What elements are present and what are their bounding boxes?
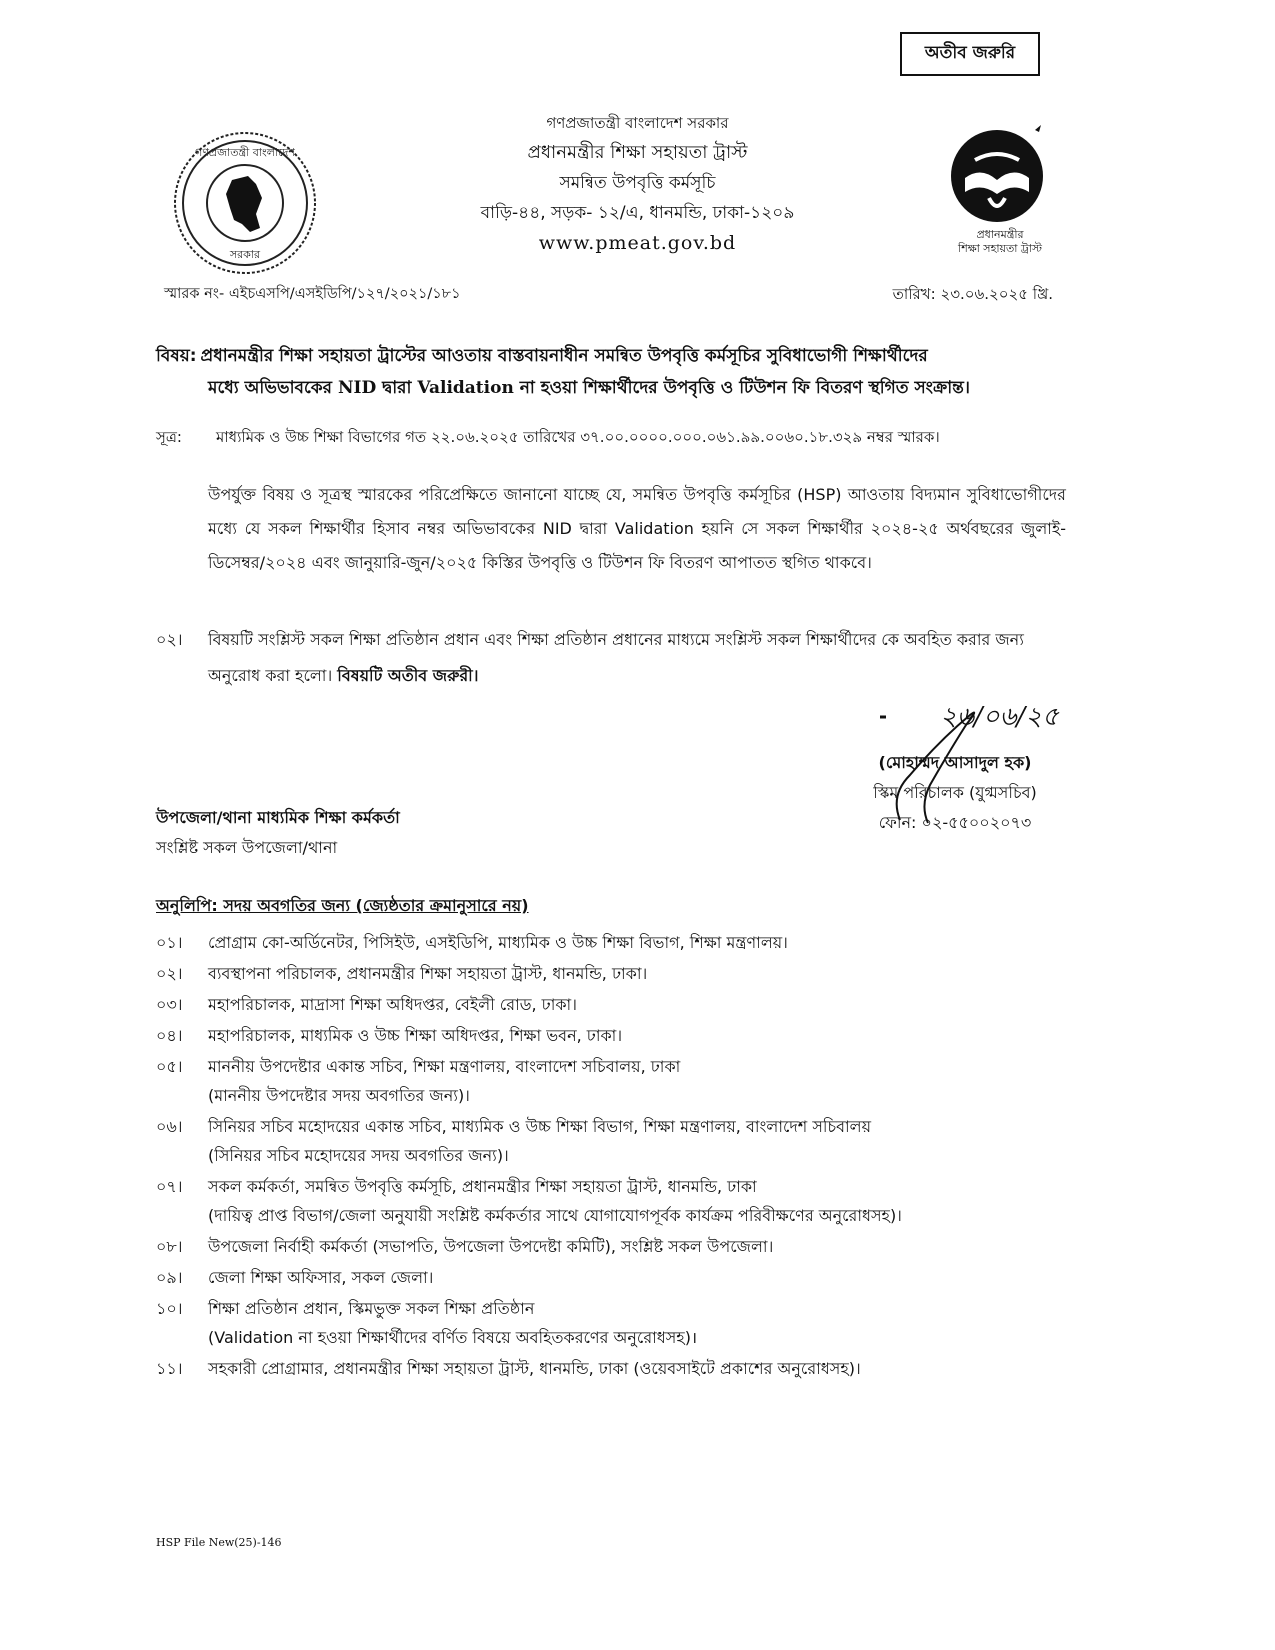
subject-nid: NID — [337, 378, 377, 398]
list-item-text: শিক্ষা প্রতিষ্ঠান প্রধান, স্কিমভুক্ত সকল শিক্ষা প্রতিষ্ঠান — [208, 1299, 535, 1318]
list-item-body — [208, 1354, 1076, 1383]
point-number: ০২। — [156, 630, 183, 649]
list-item-text: উপজেলা নির্বাহী কর্মকর্তা (সভাপতি, উপজেলা উপদেষ্টা কমিটি), সংশ্লিষ্ট সকল উপজেলা। — [208, 1237, 774, 1256]
subject-block — [156, 340, 1066, 404]
list-item-text: মহাপরিচালক, মাদ্রাসা শিক্ষা অধিদপ্তর, বেইলী রোড, ঢাকা। — [208, 995, 577, 1014]
list-item-text: সকল কর্মকর্তা, সমন্বিত উপবৃত্তি কর্মসূচি, প্রধানমন্ত্রীর শিক্ষা সহায়তা ট্রাস্ট, ধানমন্ডি, ঢাকা — [208, 1177, 757, 1196]
list-item-number: ০৯। — [156, 1268, 183, 1287]
list-item — [156, 959, 1076, 988]
cc-heading: অনুলিপি: সদয় অবগতির জন্য (জ্যেষ্ঠতার ক্রমানুসারে নয়) — [156, 896, 529, 915]
list-item — [156, 1112, 1076, 1170]
list-item-text: জেলা শিক্ষা অফিসার, সকল জেলা। — [208, 1268, 434, 1287]
list-item-body — [208, 1052, 1076, 1110]
website-link[interactable]: www.pmeat.gov.bd — [538, 232, 737, 254]
subject-text-2a: মধ্যে অভিভাবকের — [208, 378, 338, 398]
list-item — [156, 1232, 1076, 1261]
list-item-text: সিনিয়র সচিব মহোদয়ের একান্ত সচিব, মাধ্যমিক ও উচ্চ শিক্ষা বিভাগ, শিক্ষা মন্ত্রণালয়, বাংলাদেশ সচিবালয় — [208, 1117, 872, 1136]
trust-caption-line2: শিক্ষা সহায়তা ট্রাস্ট — [958, 242, 1042, 255]
list-item — [156, 1172, 1076, 1230]
signatory-block — [840, 748, 1070, 838]
file-reference: HSP File New(25)-146 — [156, 1536, 282, 1549]
list-item-text: প্রোগ্রাম কো-অর্ডিনেটর, পিসিইউ, এসইডিপি, মাধ্যমিক ও উচ্চ শিক্ষা বিভাগ, শিক্ষা মন্ত্রণালয়। — [208, 933, 788, 952]
list-item-body — [208, 1294, 1076, 1352]
point-text-wrap — [208, 622, 1063, 694]
list-item-body — [208, 990, 1076, 1019]
list-item-note: (Validation না হওয়া শিক্ষার্থীদের বর্ণিত বিষয়ে অবহিতকরণের অনুরোধসহ)। — [208, 1328, 698, 1347]
government-name: গণপ্রজাতন্ত্রী বাংলাদেশ সরকার — [546, 114, 729, 132]
list-item-body — [208, 1021, 1076, 1050]
urgent-label: অতীব জরুরি — [924, 43, 1016, 63]
list-item-number: ০৮। — [156, 1237, 183, 1256]
signatory-designation: স্কিম পরিচালক (যুগ্মসচিব) — [873, 783, 1037, 802]
trust-logo-icon — [935, 118, 1065, 243]
letterhead — [300, 108, 975, 258]
list-item — [156, 1294, 1076, 1352]
point-02 — [156, 622, 1066, 694]
signature-date: ২৬/০৬/২৫ — [940, 702, 1059, 732]
list-item-number: ০৪। — [156, 1026, 183, 1045]
memo-number: স্মারক নং- এইচএসপি/এসইডিপি/১২৭/২০২১/১৮১ — [164, 286, 461, 302]
list-item — [156, 990, 1076, 1019]
office-address: বাড়ি-৪৪, সড়ক- ১২/এ, ধানমন্ডি, ঢাকা-১২০৯ — [480, 203, 795, 223]
list-item-text: মহাপরিচালক, মাধ্যমিক ও উচ্চ শিক্ষা অধিদপ্তর, শিক্ষা ভবন, ঢাকা। — [208, 1026, 623, 1045]
reference-text: মাধ্যমিক ও উচ্চ শিক্ষা বিভাগের গত ২২.০৬.২০২৫ তারিখের ৩৭.০০.০০০০.০০০.০৬১.৯৯.০০৬০.১৮.৩২৯ নম্বর স্মারক। — [216, 428, 940, 446]
list-item — [156, 928, 1076, 957]
subject-line-2 — [156, 372, 1066, 404]
subject-text-1: প্রধানমন্ত্রীর শিক্ষা সহায়তা ট্রাস্টের আওতায় বাস্তবায়নাধীন সমন্বিত উপবৃত্তি কর্মসূচির সুবিধাভোগী শিক্ষার্থীদের — [200, 346, 928, 366]
list-item-number: ০৫। — [156, 1057, 183, 1076]
list-item-number: ০৩। — [156, 995, 183, 1014]
list-item-note: (মাননীয় উপদেষ্টার সদয় অবগতির জন্য)। — [208, 1086, 470, 1105]
point-emphasis: বিষয়টি অতীব জরুরী। — [337, 666, 479, 685]
point-text: বিষয়টি সংশ্লিস্ট সকল শিক্ষা প্রতিষ্ঠান প্রধান এবং শিক্ষা প্রতিষ্ঠান প্রধানের মাধ্যমে সংশ্লিস্ট সকল শিক্ষার্থীদের কে অবহিত করার জন্য অনুরোধ করা হলো। — [208, 630, 1024, 685]
list-item-number: ১০। — [156, 1299, 183, 1318]
body-paragraph: উপর্যুক্ত বিষয় ও সূত্রস্থ স্মারকের পরিপ্রেক্ষিতে জানানো যাচ্ছে যে, সমন্বিত উপবৃত্তি কর্মসূচির (HSP) আওতায় বিদ্যমান সুবিধাভোগীদের মধ্যে যে সকল শিক্ষার্থীর হিসাব নম্বর অভিভাবকের NID দ্বারা Validation হয়নি সে সকল শিক্ষার্থীর ২০২৪-২৫ অর্থবছরের জুলাই-ডিসেম্বর/২০২৪ এবং জানুয়ারি-জুন/২০২৫ কিস্তির উপবৃত্তি ও টিউশন ফি বিতরণ আপাতত স্থগিত থাকবে। — [208, 485, 1066, 572]
subject-line-1 — [156, 340, 1066, 372]
list-item-note: (সিনিয়র সচিব মহোদয়ের সদয় অবগতির জন্য)। — [208, 1146, 509, 1165]
trust-caption-line1: প্রধানমন্ত্রীর — [976, 228, 1024, 241]
list-item — [156, 1354, 1076, 1383]
urgent-stamp-box — [900, 32, 1040, 76]
list-item-text: মাননীয় উপদেষ্টার একান্ত সচিব, শিক্ষা মন্ত্রণালয়, বাংলাদেশ সচিবালয়, ঢাকা — [208, 1057, 681, 1076]
list-item-body — [208, 1232, 1076, 1261]
subject-label: বিষয়: — [156, 346, 197, 366]
list-item — [156, 1263, 1076, 1292]
list-item-number: ০২। — [156, 964, 183, 983]
list-item-body — [208, 1263, 1076, 1292]
signatory-phone: ফোন: ০২-৫৫০০২০৭৩ — [878, 813, 1032, 832]
list-item-number: ০১। — [156, 933, 183, 952]
reference-label: সূত্র: — [156, 428, 182, 446]
list-item-text: ব্যবস্থাপনা পরিচালক, প্রধানমন্ত্রীর শিক্ষা সহায়তা ট্রাস্ট, ধানমন্ডি, ঢাকা। — [208, 964, 648, 983]
list-item-body — [208, 928, 1076, 957]
government-seal-icon — [170, 128, 320, 278]
program-name: সমন্বিত উপবৃত্তি কর্মসূচি — [559, 173, 716, 193]
subject-text-2b: দ্বারা — [376, 378, 418, 398]
seal-top-text: গণপ্রজাতন্ত্রী বাংলাদেশ — [195, 146, 295, 159]
list-item — [156, 1052, 1076, 1110]
seal-bottom-text: সরকার — [229, 248, 261, 261]
list-item-number: ০৬। — [156, 1117, 183, 1136]
list-item-body — [208, 959, 1076, 988]
recipient-block — [156, 803, 400, 863]
memo-date: তারিখ: ২৩.০৬.২০২৫ খ্রি. — [892, 285, 1053, 303]
organization-name: প্রধানমন্ত্রীর শিক্ষা সহায়তা ট্রাস্ট — [527, 142, 748, 163]
list-item-note: (দায়িত্ব প্রাপ্ত বিভাগ/জেলা অনুযায়ী সংশ্লিষ্ট কর্মকর্তার সাথে যোগাযোগপূর্বক কার্যক্রম পরিবীক্ষণের অনুরোধসহ)। — [208, 1206, 902, 1225]
recipient-title: উপজেলা/থানা মাধ্যমিক শিক্ষা কর্মকর্তা — [156, 808, 400, 827]
recipient-subtitle: সংশ্লিষ্ট সকল উপজেলা/থানা — [156, 838, 338, 857]
subject-validation: Validation — [417, 378, 514, 398]
subject-text-2c: না হওয়া শিক্ষার্থীদের উপবৃত্তি ও টিউশন ফি বিতরণ স্থগিত সংক্রান্ত। — [513, 378, 970, 398]
list-item — [156, 1021, 1076, 1050]
list-item-body — [208, 1172, 1076, 1230]
reference-line — [156, 426, 1066, 451]
list-item-body — [208, 1112, 1076, 1170]
cc-list — [156, 928, 1076, 1385]
list-item-number: ০৭। — [156, 1177, 183, 1196]
signatory-name: (মোহাম্মদ আসাদুল হক) — [878, 753, 1032, 772]
list-item-text: সহকারী প্রোগ্রামার, প্রধানমন্ত্রীর শিক্ষা সহায়তা ট্রাস্ট, ধানমন্ডি, ঢাকা (ওয়েবসাইটে প্রকাশের অনুরোধসহ)। — [208, 1359, 861, 1378]
list-item-number: ১১। — [156, 1359, 183, 1378]
trust-logo-caption — [915, 228, 1085, 256]
